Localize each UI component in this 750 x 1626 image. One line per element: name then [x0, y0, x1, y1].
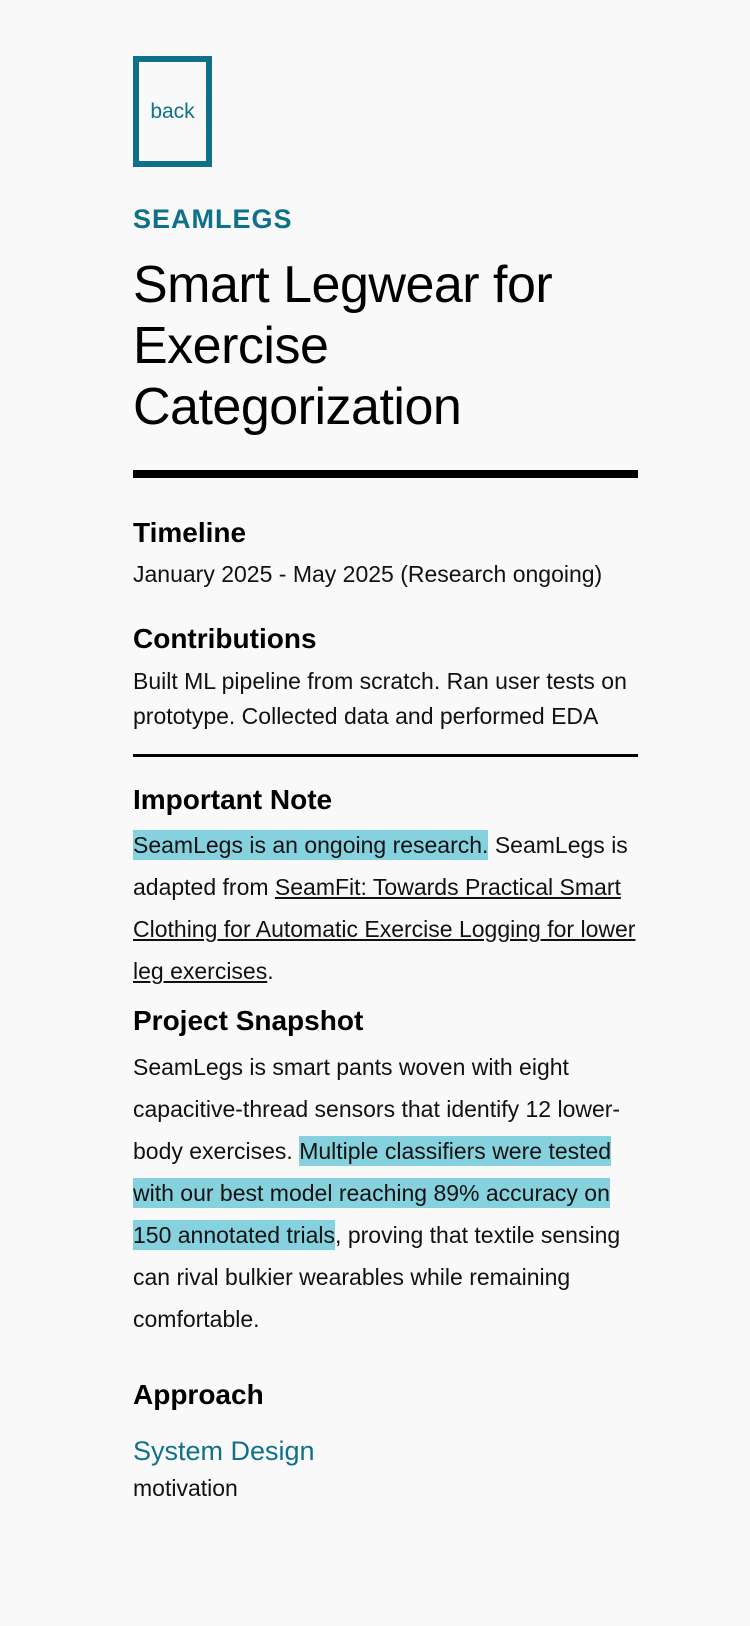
timeline-section	[133, 516, 638, 593]
approach-section	[133, 1378, 638, 1507]
note-text-after-link: .	[267, 958, 274, 985]
project-tag: SEAMLEGS	[133, 204, 293, 234]
note-text-before-link: SeamLegs is adapted from	[133, 832, 628, 901]
important-note-text	[133, 824, 638, 992]
snapshot-text-before: SeamLegs is smart pants woven with eight capacitive-thread sensors that identify 12 lower-body exercises.	[133, 1054, 621, 1165]
snapshot-text-after: , proving that textile sensing can rival bulkier wearables while remaining comfortable.	[133, 1222, 621, 1333]
contributions-text: Built ML pipeline from scratch. Ran user tests on prototype. Collected data and performed EDA	[133, 667, 627, 729]
approach-text: motivation	[133, 1474, 238, 1501]
project-snapshot-section	[133, 1004, 638, 1340]
timeline-heading: Timeline	[133, 516, 247, 548]
section-divider	[133, 754, 638, 757]
project-snapshot-text	[133, 1046, 638, 1340]
back-button-label: back	[150, 99, 195, 123]
project-snapshot-heading: Project Snapshot	[133, 1005, 364, 1037]
note-highlight: SeamLegs is an ongoing research.	[133, 832, 489, 859]
timeline-text: January 2025 - May 2025 (Research ongoing)	[133, 561, 603, 588]
important-note-heading: Important Note	[133, 783, 333, 815]
approach-heading: Approach	[133, 1379, 264, 1411]
page-title: Smart Legwear for Exercise Categorization	[133, 255, 553, 436]
title-divider	[133, 470, 638, 478]
back-button[interactable]	[133, 56, 212, 167]
snapshot-highlight: Multiple classifiers were tested with our best model reaching 89% accuracy on 150 annotated trials	[133, 1138, 612, 1249]
important-note-section	[133, 783, 638, 993]
project-page	[133, 56, 638, 1507]
seamfit-paper-link[interactable]: SeamFit: Towards Practical Smart Clothing for Automatic Exercise Logging for lower leg exercises	[133, 874, 636, 985]
contributions-heading: Contributions	[133, 623, 317, 655]
contributions-section	[133, 622, 638, 734]
system-design-link[interactable]: System Design	[133, 1435, 315, 1466]
